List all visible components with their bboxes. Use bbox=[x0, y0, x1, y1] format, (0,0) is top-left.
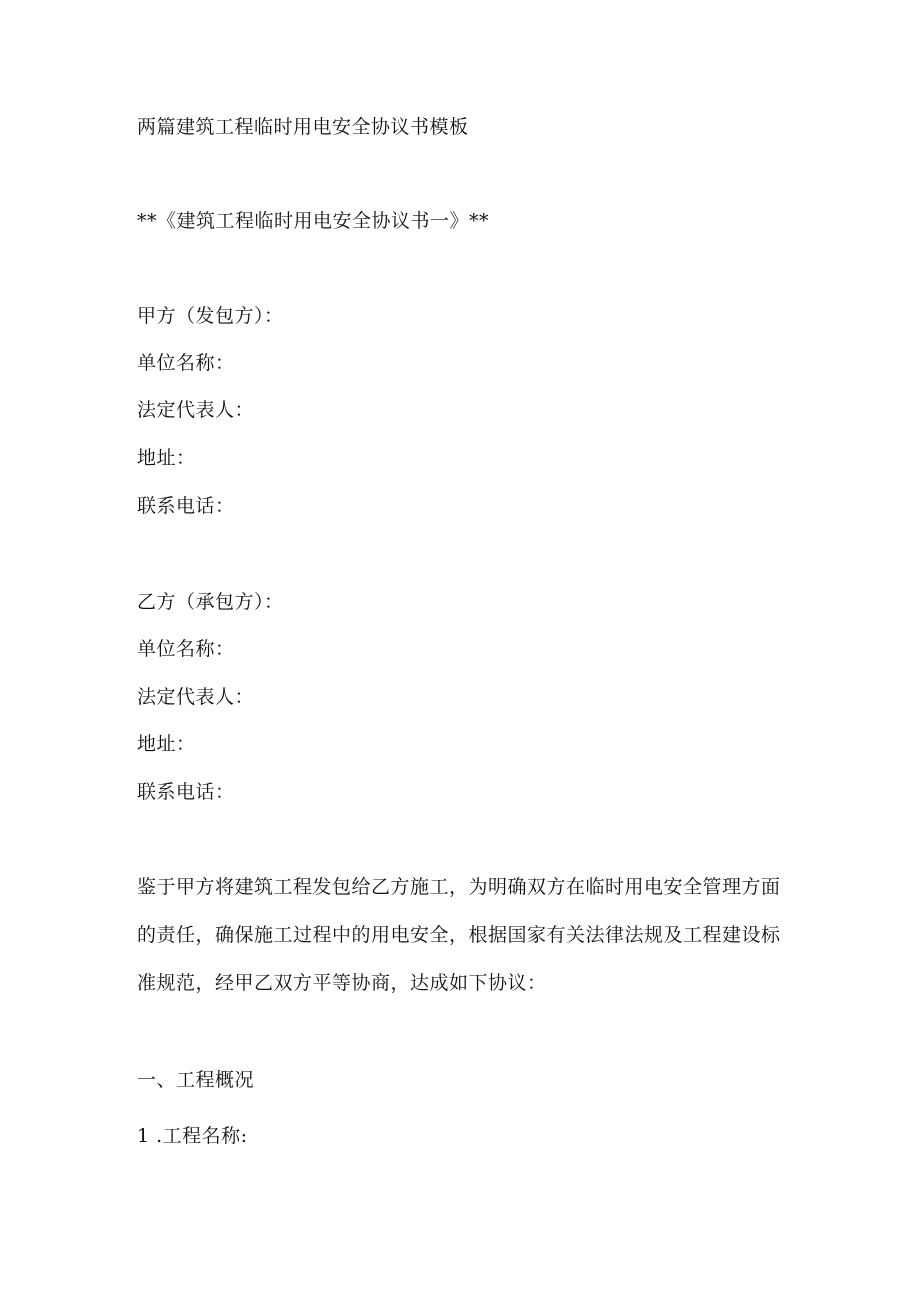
preamble-paragraph: 鉴于甲方将建筑工程发包给乙方施工，为明确双方在临时用电安全管理方面的责任，确保施工过程中的用电安全，根据国家有关法律法规及工程建设标准规范，经甲乙双方平等协商，达成如下协议： bbox=[137, 876, 781, 994]
section-1-heading: 一、工程概况 bbox=[137, 1069, 255, 1091]
party-a-phone-label: 联系电话： bbox=[137, 495, 235, 517]
party-b-heading: 乙方（承包方）： bbox=[137, 591, 284, 613]
party-a-company-label: 单位名称： bbox=[137, 352, 235, 374]
party-a-representative-label: 法定代表人： bbox=[137, 399, 255, 421]
party-a-heading: 甲方（发包方）： bbox=[137, 305, 284, 327]
document-title: 两篇建筑工程临时用电安全协议书模板 bbox=[137, 116, 469, 138]
party-b-company-label: 单位名称： bbox=[137, 638, 235, 660]
section-1-item-1: 1 .工程名称: bbox=[137, 1125, 248, 1147]
party-b-representative-label: 法定代表人： bbox=[137, 686, 255, 708]
party-b-address-label: 地址： bbox=[137, 733, 196, 755]
document-subtitle: **《建筑工程临时用电安全协议书一》** bbox=[137, 210, 490, 232]
party-b-phone-label: 联系电话： bbox=[137, 781, 235, 803]
party-a-address-label: 地址： bbox=[137, 447, 196, 469]
